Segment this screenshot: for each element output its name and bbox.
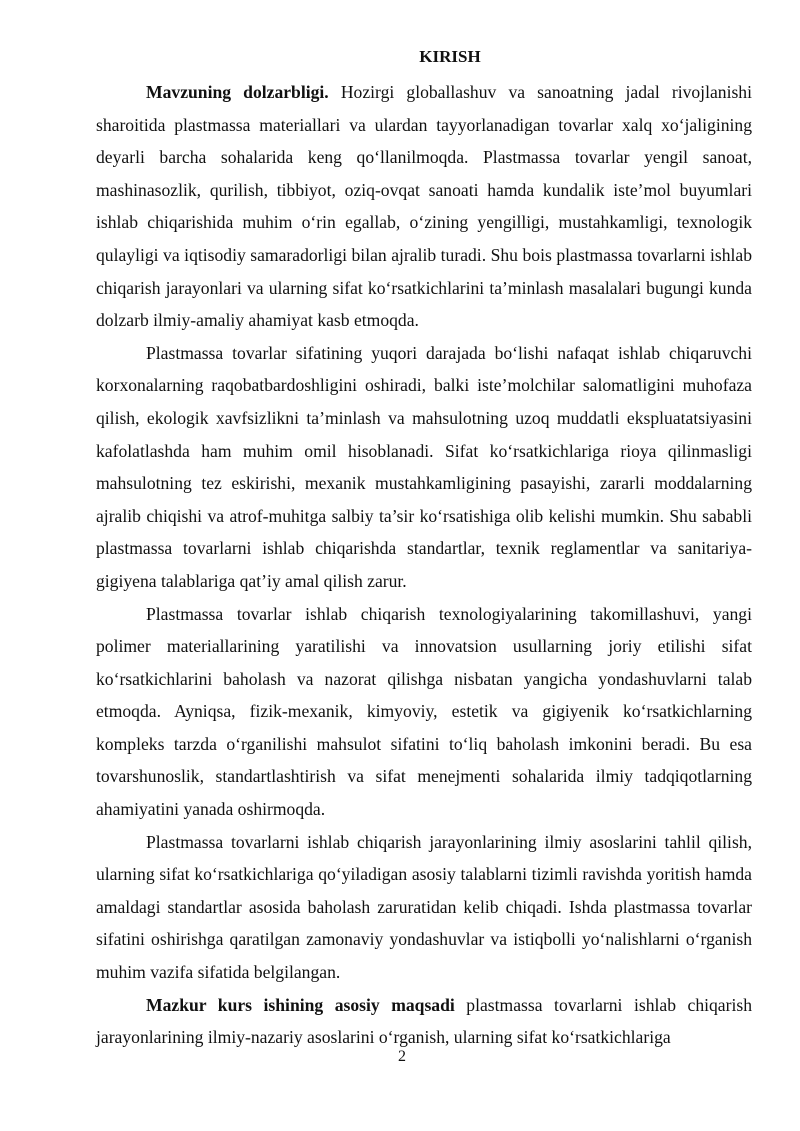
paragraph-lead: Mazkur kurs ishining asosiy maqsadi — [146, 994, 455, 1015]
document-body — [96, 76, 752, 1054]
page-number: 2 — [398, 1048, 406, 1065]
paragraph-technology — [96, 598, 752, 826]
paragraph-text: Plastmassa tovarlarni ishlab chiqarish jarayonlarining ilmiy asoslarini tahlil qilish, ularning sifat ko‘rsatkichlariga qo‘yiladigan asosiy talablarni tizimli ravishda yoritish hamda amaldagi standartlar asosida baholash zaruratidan kelib chiqadi. Ishda plastmassa tovarlar sifatini oshirishga qaratilgan zamonaviy yondashuvlar va istiqbolli yo‘nalishlarni o‘rganish muhim vazifa sifatida belgilangan. — [96, 831, 752, 983]
paragraph-relevance — [96, 76, 752, 337]
paragraph-text: Plastmassa tovarlar sifatining yuqori darajada bo‘lishi nafaqat ishlab chiqaruvchi korxonalarning raqobatbardoshligini oshiradi, balki iste’molchilar salomatligini muhofaza qilish, ekologik xavfsizlikni ta’minlash va mahsulotning uzoq muddatli ekspluatatsiyasini kafolatlashda ham muhim omil hisoblanadi. Sifat ko‘rsatkichlariga rioya qilinmasligi mahsulotning tez eskirishi, mexanik mustahkamligining pasayishi, zararli moddalarning ajralib chiqishi va atrof-muhitga salbiy ta’sir ko‘rsatishiga olib kelishi mumkin. Shu sababli plastmassa tovarlarni ishlab chiqarishda standartlar, texnik reglamentlar va sanitariya-gigiyena talablariga qat’iy amal qilish zarur. — [96, 342, 752, 591]
paragraph-quality — [96, 337, 752, 598]
paragraph-analysis — [96, 826, 752, 989]
paragraph-text: Plastmassa tovarlar ishlab chiqarish texnologiyalarining takomillashuvi, yangi polimer materiallarining yaratilishi va innovatsion usullarning joriy etilishi sifat ko‘rsatkichlarini baholash va nazorat qilishga nisbatan yangicha yondashuvlarni talab etmoqda. Ayniqsa, fizik-mexanik, kimyoviy, estetik va gigiyenik ko‘rsatkichlarning kompleks tarzda o‘rganilishi mahsulot sifatini to‘liq baholash imkonini beradi. Bu esa tovarshunoslik, standartlashtirish va sifat menejmenti sohalarida ilmiy tadqiqotlarning ahamiyatini yanada oshirmoqda. — [96, 603, 752, 820]
page-title: KIRISH — [419, 47, 481, 66]
paragraph-text: plastmassa tovarlarni ishlab chiqarish jarayonlarining ilmiy-nazariy asoslarini o‘rganish, ularning sifat ko‘rsatkichlariga — [96, 994, 752, 1048]
paragraph-goal — [96, 989, 752, 1054]
paragraph-lead: Mavzuning dolzarbligi. — [146, 82, 329, 102]
paragraph-text: Hozirgi globallashuv va sanoatning jadal rivojlanishi sharoitida plastmassa materiallari va ulardan tayyorlanadigan tovarlar xalq xo‘jaligining deyarli barcha sohalarida keng qo‘llanilmoqda. Plastmassa tovarlar yengil sanoat, mashinasozlik, qurilish, tibbiyot, oziq-ovqat sanoati hamda kundalik iste’mol buyumlari ishlab chiqarishida muhim o‘rin egallab, o‘zining yengilligi, mustahkamligi, texnologik qulayligi va iqtisodiy samaradorligi bilan ajralib turadi. Shu bois plastmassa tovarlarni ishlab chiqarish jarayonlari va ularning sifat ko‘rsatkichlarini ta’minlash masalalari bugungi kunda dolzarb ilmiy-amaliy ahamiyat kasb etmoqda. — [96, 82, 752, 331]
